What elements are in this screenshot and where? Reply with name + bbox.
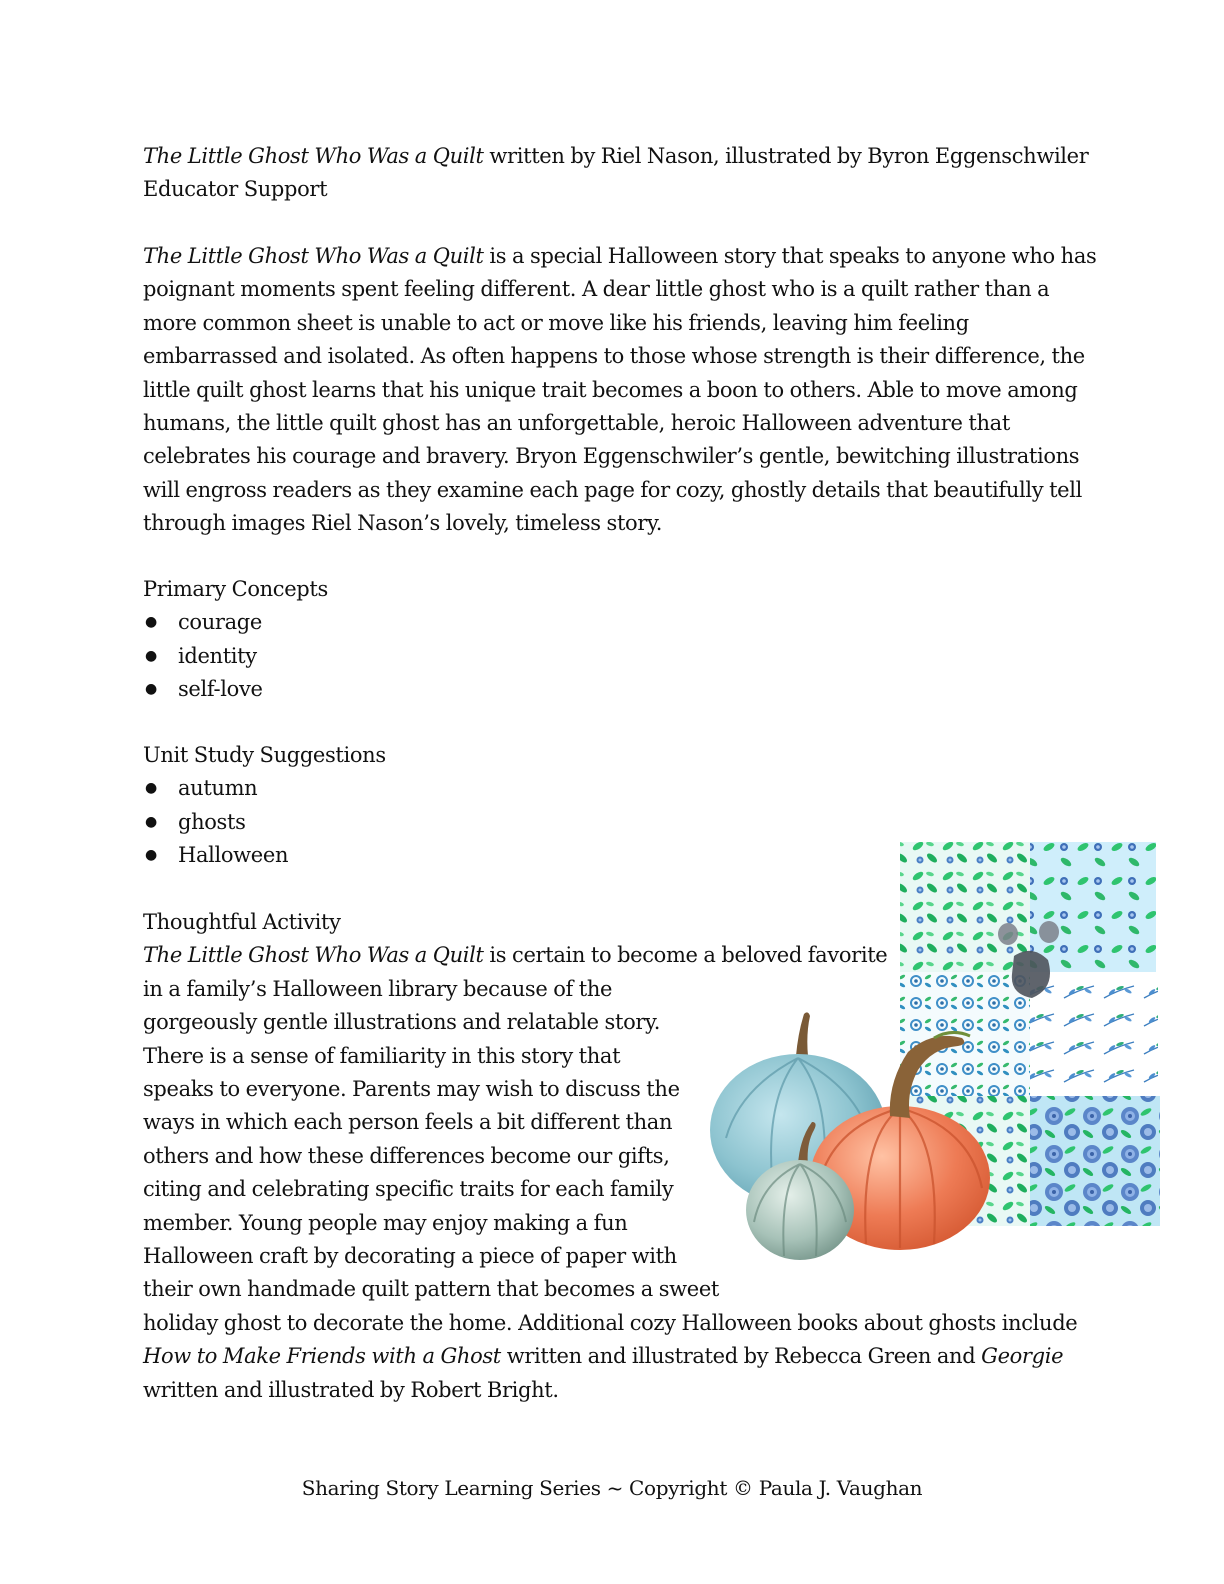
activity-heading: Thoughtful Activity (143, 910, 341, 934)
summary-line: celebrates his courage and bravery. Bryon Eggenschwiler’s gentle, bewitching illustrations (143, 444, 1080, 469)
activity-line: How to Make Friends with a Ghost written and illustrated by Rebecca Green and Georgie (143, 1344, 1064, 1369)
ghost-eye (998, 923, 1018, 945)
quilt-pumpkins-illustration (700, 838, 1164, 1266)
book-title: The Little Ghost Who Was a Quilt (143, 144, 484, 168)
book-title-3: Georgie (981, 1344, 1064, 1369)
summary-line: poignant moments spent feeling different. A dear little ghost who is a quilt rather than a (143, 277, 1050, 302)
summary-line: little quilt ghost learns that his unique trait becomes a boon to others. Able to move among (143, 377, 1078, 402)
activity-book-title: The Little Ghost Who Was a Quilt (143, 943, 484, 968)
activity-line: citing and celebrating specific traits for each family (143, 1177, 674, 1202)
page-footer: Sharing Story Learning Series ~ Copyright © Paula J. Vaughan (301, 1476, 923, 1500)
document-header (143, 140, 1089, 207)
primary-concepts-section (143, 573, 1078, 707)
quilt-square (1030, 842, 1156, 972)
activity-line: Halloween craft by decorating a piece of paper with (143, 1244, 677, 1269)
summary-paragraph (143, 240, 1097, 541)
activity-line: holiday ghost to decorate the home. Additional cozy Halloween books about ghosts include (143, 1310, 1078, 1335)
activity-line: their own handmade quilt pattern that becomes a sweet (143, 1277, 720, 1302)
list-item: ● courage (143, 606, 1078, 639)
activity-line: others and how these differences become our gifts, (143, 1143, 670, 1168)
list-item: ● Halloween (143, 839, 1078, 872)
document-subtitle: Educator Support (143, 177, 328, 202)
summary-line: will engross readers as they examine each page for cozy, ghostly details that beautifully tell (143, 477, 1082, 502)
primary-concepts-list (143, 606, 1078, 706)
summary-line: embarrassed and isolated. As often happens to those whose strength is their difference, the (143, 344, 1085, 369)
ghost-eye (1039, 921, 1059, 943)
activity-line: There is a sense of familiarity in this story that (143, 1043, 621, 1068)
summary-line: more common sheet is unable to act or move like his friends, leaving him feeling (143, 310, 969, 335)
primary-concepts-heading: Primary Concepts (143, 577, 328, 601)
list-item: ● ghosts (143, 806, 1078, 839)
activity-line: gorgeously gentle illustrations and relatable story. (143, 1010, 661, 1035)
summary-line: through images Riel Nason’s lovely, timeless story. (143, 511, 663, 536)
activity-line: speaks to everyone. Parents may wish to discuss the (143, 1077, 680, 1102)
bullet-icon: ● (145, 847, 157, 864)
list-item: ● self-love (143, 673, 1078, 706)
summary-line: humans, the little quilt ghost has an unforgettable, heroic Halloween adventure that (143, 411, 1010, 436)
activity-line: in a family’s Halloween library because of the (143, 976, 613, 1001)
bullet-icon: ● (145, 780, 157, 797)
bullet-icon: ● (145, 681, 157, 698)
list-item: ● autumn (143, 772, 1078, 805)
activity-line: written and illustrated by Robert Bright. (143, 1377, 559, 1402)
list-item: ● identity (143, 640, 1078, 673)
bullet-icon: ● (145, 813, 157, 830)
book-title-2: How to Make Friends with a Ghost (143, 1344, 501, 1369)
activity-line: ways in which each person feels a bit different than (143, 1110, 673, 1135)
summary-line: The Little Ghost Who Was a Quilt is a special Halloween story that speaks to anyone who has (143, 244, 1097, 268)
quilt-square (900, 842, 1030, 972)
activity-line: The Little Ghost Who Was a Quilt is certain to become a beloved favorite (143, 943, 888, 968)
book-credit: written by Riel Nason, illustrated by Byron Eggenschwiler (483, 144, 1089, 168)
summary-book-title: The Little Ghost Who Was a Quilt (143, 244, 484, 268)
quilt-square (1030, 1096, 1160, 1226)
bullet-icon: ● (145, 647, 157, 664)
bullet-icon: ● (145, 614, 157, 631)
unit-study-heading: Unit Study Suggestions (143, 743, 386, 767)
quilt-square (1030, 972, 1158, 1096)
activity-line: member. Young people may enjoy making a fun (143, 1210, 628, 1235)
title-line (143, 140, 1089, 173)
